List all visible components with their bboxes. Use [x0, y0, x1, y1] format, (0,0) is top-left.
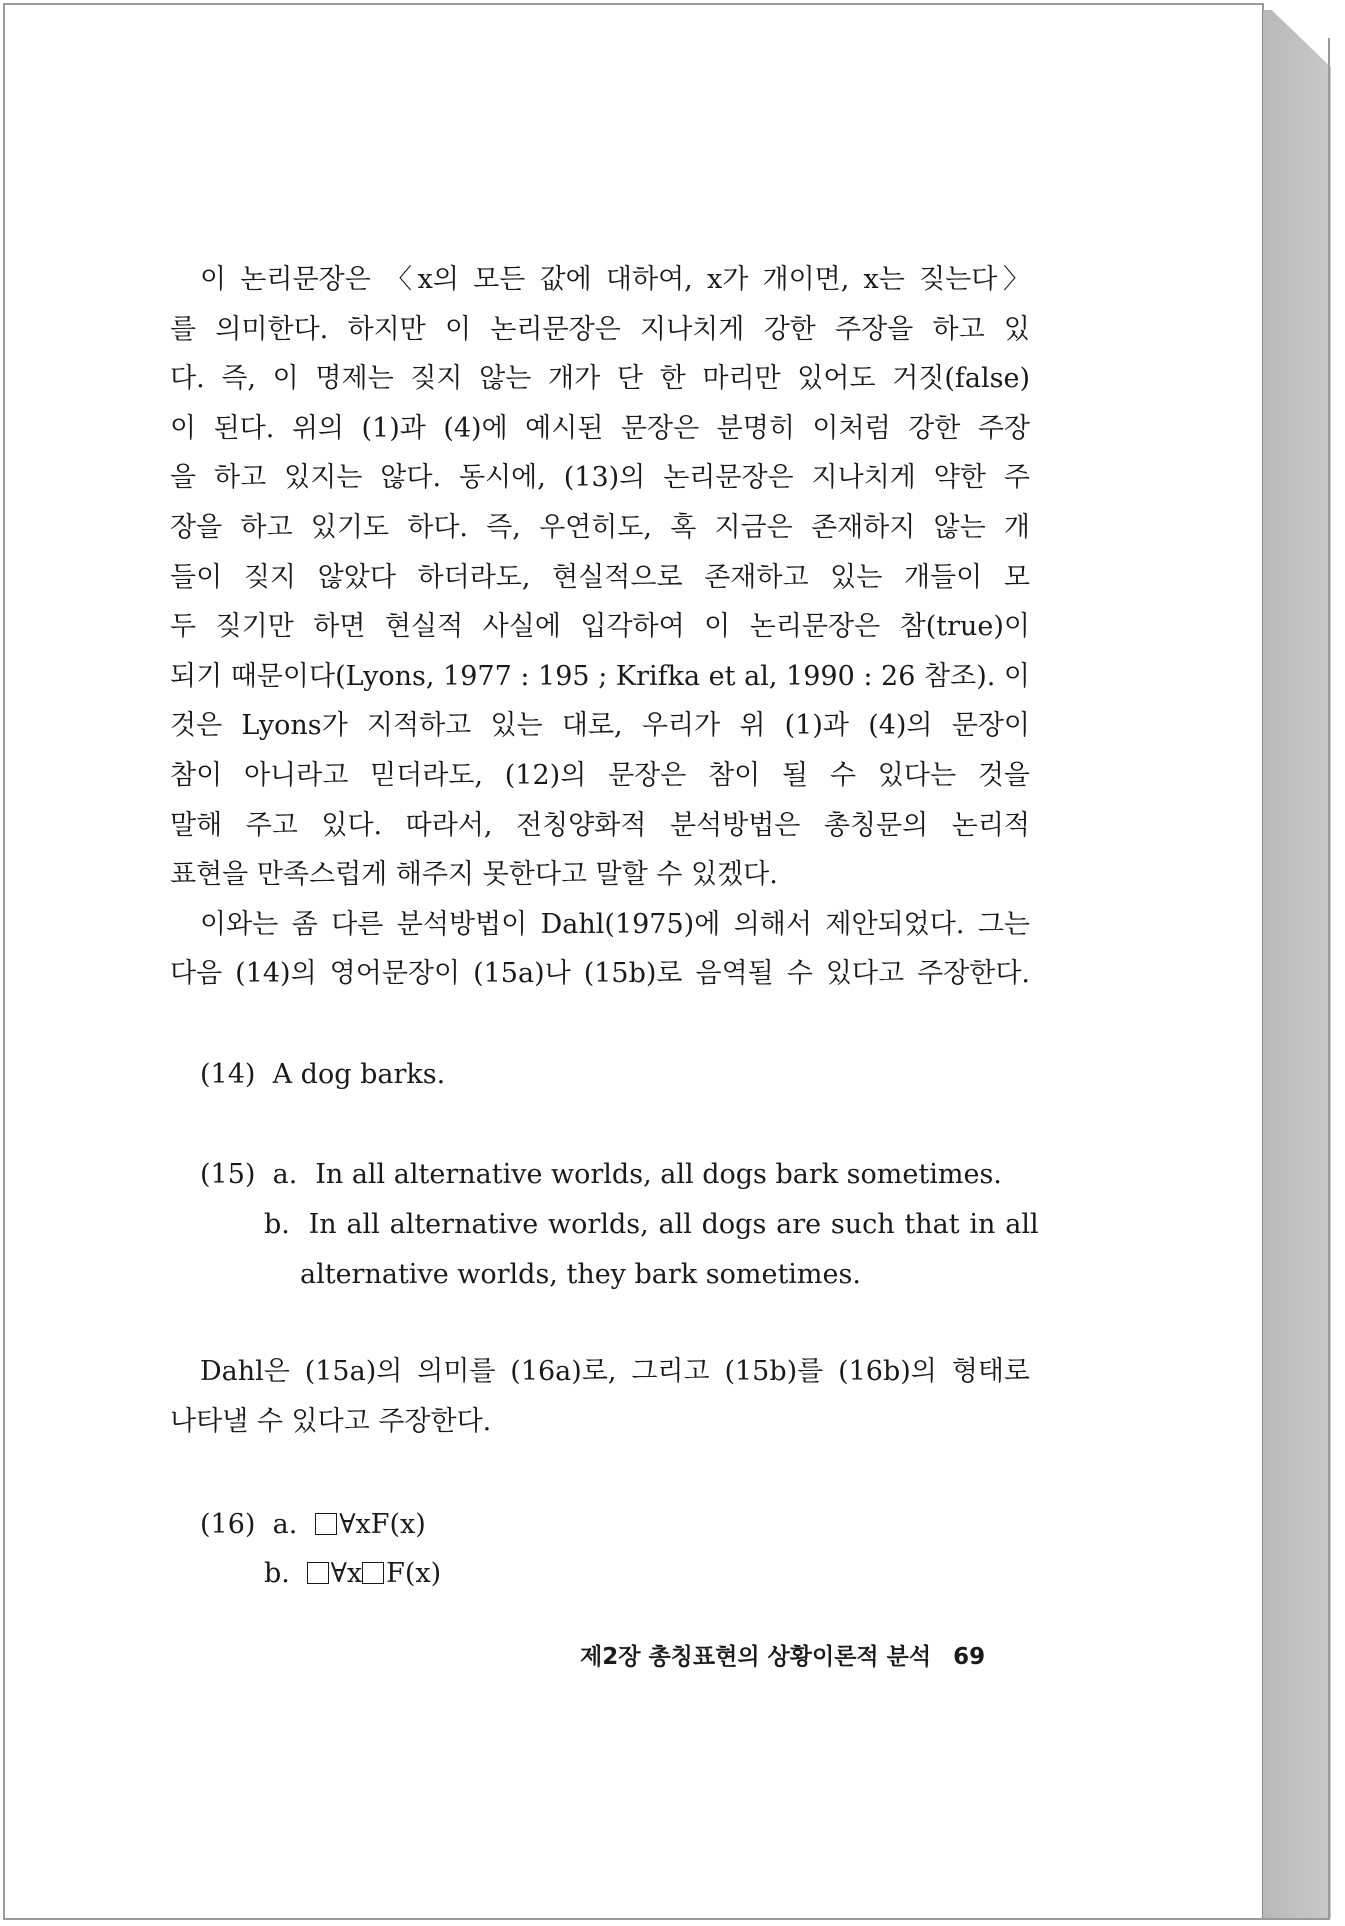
necessity-box-icon — [315, 1513, 337, 1535]
example-label-a: a. — [272, 1159, 298, 1190]
p1-line-10: 것은 Lyons가 지적하고 있는 대로, 우리가 위 (1)과 (4)의 문장이 — [170, 710, 1030, 742]
example-label-b: b. — [264, 1209, 290, 1240]
page-stack-edge-line — [1328, 38, 1330, 1918]
p1-line-5: 을 하고 있지는 않다. 동시에, (13)의 논리문장은 지나치게 약한 주 — [170, 462, 1030, 494]
formula-16b-part-1: ∀x — [330, 1558, 363, 1589]
example-16 — [200, 1500, 426, 1550]
running-footer — [580, 1638, 1000, 1671]
example-15b-text-1: In all alternative worlds, all dogs are such that in all — [308, 1209, 1039, 1240]
body-text — [170, 255, 1030, 999]
example-16b — [264, 1549, 441, 1599]
p1-line-1: 이 논리문장은 〈x의 모든 값에 대하여, x가 개이면, x는 짖는다〉 — [200, 264, 1030, 295]
example-15 — [200, 1150, 1002, 1200]
example-text: A dog barks. — [272, 1059, 446, 1090]
chapter-title: 제2장 총칭표현의 상황이론적 분석 — [580, 1644, 932, 1670]
paragraph-1 — [170, 255, 1030, 900]
page-stack-edge-bottom — [1262, 1918, 1330, 1920]
example-number: (16) — [200, 1509, 256, 1540]
p1-line-7: 들이 짖지 않았다 하더라도, 현실적으로 존재하고 있는 개들이 모 — [170, 561, 1030, 593]
p1-line-11: 참이 아니라고 믿더라도, (12)의 문장은 참이 될 수 있다는 것을 — [170, 759, 1030, 791]
example-label-b: b. — [264, 1558, 290, 1589]
p1-line-6: 장을 하고 있기도 하다. 즉, 우연히도, 혹 지금은 존재하지 않는 개 — [170, 511, 1030, 543]
formula-16a: ∀xF(x) — [339, 1509, 426, 1540]
necessity-box-icon — [307, 1562, 329, 1584]
p1-line-13: 표현을 만족스럽게 해주지 못한다고 말할 수 있겠다. — [170, 859, 778, 891]
example-15b-cont — [300, 1250, 861, 1300]
p1-line-4: 이 된다. 위의 (1)과 (4)에 예시된 문장은 분명히 이처럼 강한 주장 — [170, 412, 1030, 444]
p1-line-9: 되기 때문이다(Lyons, 1977 : 195 ; Krifka et al, 1990 : 26 참조). 이 — [170, 660, 1030, 692]
p2-line-1: 이와는 좀 다른 분석방법이 Dahl(1975)에 의해서 제안되었다. 그는 — [200, 908, 1030, 940]
p1-line-2: 를 의미한다. 하지만 이 논리문장은 지나치게 강한 주장을 하고 있 — [170, 313, 1030, 345]
example-label-a: a. — [272, 1509, 298, 1540]
example-15a-text: In all alternative worlds, all dogs bark sometimes. — [315, 1159, 1002, 1190]
p3-line-1: Dahl은 (15a)의 의미를 (16a)로, 그리고 (15b)를 (16b)의 형태로 — [200, 1356, 1030, 1387]
example-number: (15) — [200, 1159, 256, 1190]
formula-16b-part-2: F(x) — [386, 1558, 442, 1589]
p2-line-2: 다음 (14)의 영어문장이 (15a)나 (15b)로 음역될 수 있다고 주장한다. — [170, 958, 1030, 990]
paragraph-3 — [170, 1347, 1030, 1446]
example-15b-text-2: alternative worlds, they bark sometimes. — [300, 1259, 861, 1290]
p1-line-3: 다. 즉, 이 명제는 짖지 않는 개가 단 한 마리만 있어도 거짓(false) — [170, 363, 1030, 395]
p1-line-12: 말해 주고 있다. 따라서, 전칭양화적 분석방법은 총칭문의 논리적 — [170, 809, 1030, 841]
example-number: (14) — [200, 1059, 256, 1090]
necessity-box-icon — [362, 1562, 384, 1584]
p1-line-8: 두 짖기만 하면 현실적 사실에 입각하여 이 논리문장은 참(true)이 — [170, 611, 1030, 643]
page-stack-edge — [1262, 10, 1331, 1918]
example-14 — [200, 1050, 445, 1100]
p3-line-2: 나타낼 수 있다고 주장한다. — [170, 1405, 492, 1437]
page-number: 69 — [953, 1644, 986, 1670]
paragraph-2 — [170, 900, 1030, 999]
example-15b — [264, 1200, 1039, 1250]
paragraph-3-block — [170, 1347, 1030, 1446]
